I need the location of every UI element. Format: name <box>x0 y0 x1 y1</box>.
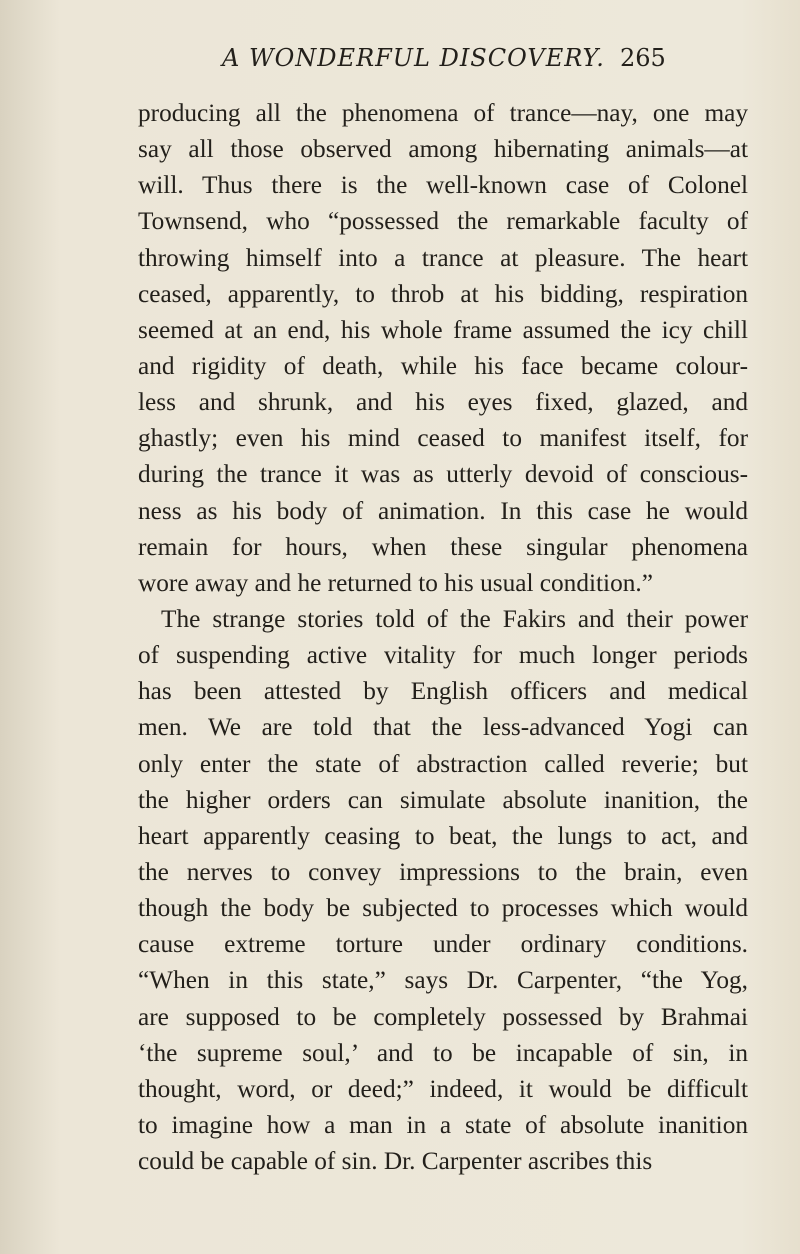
text-line: ceased, apparently, to throb at his bidding, respiration <box>138 279 748 308</box>
text-line: though the body be subjected to processes which would <box>138 894 748 923</box>
text-line: to imagine how a man in a state of absolute inanition <box>138 1110 748 1139</box>
text-line: less and shrunk, and his eyes fixed, glazed, and <box>138 388 748 417</box>
text-line: has been attested by English officers and medical <box>138 677 748 706</box>
text-line: of suspending active vitality for much longer periods <box>138 641 748 670</box>
text-line: remain for hours, when these singular phenomena <box>138 532 748 561</box>
page-number: 265 <box>620 44 666 72</box>
text-line: seemed at an end, his whole frame assumed the icy chill <box>138 315 748 344</box>
text-line: The strange stories told of the Fakirs and their power <box>161 604 748 633</box>
running-head <box>0 44 800 88</box>
text-line: cause extreme torture under ordinary conditions. <box>138 930 748 959</box>
text-line: during the trance it was as utterly devoid of conscious- <box>138 460 748 489</box>
body-text <box>138 95 748 1179</box>
text-line: Townsend, who “possessed the remarkable faculty of <box>138 207 748 236</box>
running-title: A WONDERFUL DISCOVERY. <box>222 44 605 72</box>
text-line: ness as his body of animation. In this case he would <box>138 496 748 525</box>
text-line: thought, word, or deed;” indeed, it would be difficult <box>138 1074 748 1103</box>
text-line: and rigidity of death, while his face became colour- <box>138 351 748 380</box>
text-line: the higher orders can simulate absolute inanition, the <box>138 785 748 814</box>
text-line: are supposed to be completely possessed by Brahmai <box>138 1002 748 1031</box>
text-line: throwing himself into a trance at pleasure. The heart <box>138 243 748 272</box>
text-line: ghastly; even his mind ceased to manifest itself, for <box>138 424 748 453</box>
text-line: ‘the supreme soul,’ and to be incapable of sin, in <box>138 1038 748 1067</box>
text-line: the nerves to convey impressions to the brain, even <box>138 857 748 886</box>
text-line: could be capable of sin. Dr. Carpenter ascribes this <box>138 1147 653 1176</box>
text-line: wore away and he returned to his usual condition.” <box>138 568 653 597</box>
text-line: producing all the phenomena of trance—nay, one may <box>138 99 748 127</box>
text-line: heart apparently ceasing to beat, the lungs to act, and <box>138 821 748 850</box>
text-line: say all those observed among hibernating animals—at <box>138 135 748 164</box>
text-line: “When in this state,” says Dr. Carpenter, “the Yog, <box>138 966 748 995</box>
text-line: only enter the state of abstraction called reverie; but <box>138 749 748 778</box>
text-line: will. Thus there is the well-known case of Colonel <box>138 171 748 200</box>
text-line: men. We are told that the less-advanced Yogi can <box>138 713 748 742</box>
